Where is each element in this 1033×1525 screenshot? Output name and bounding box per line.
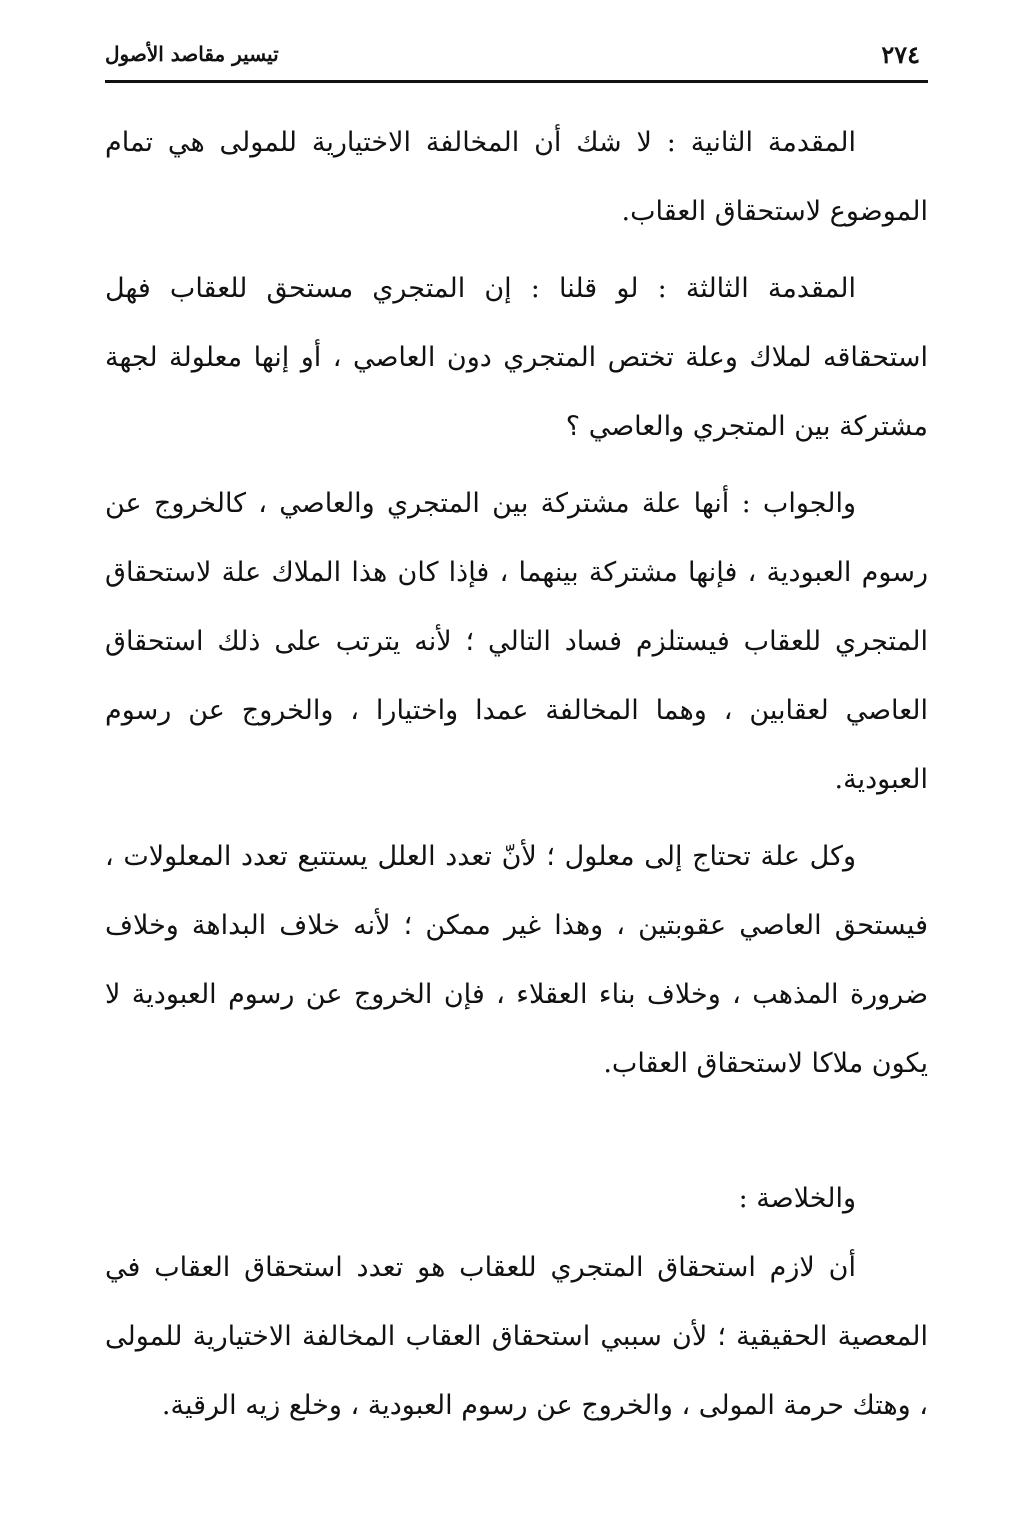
page-number: ٢٧٤ <box>881 40 920 69</box>
book-title: تيسير مقاصد الأصول <box>105 42 279 66</box>
body-text <box>105 108 928 1448</box>
paragraph-summary: أن لازم استحقاق المتجري للعقاب هو تعدد استحقاق العقاب في المعصية الحقيقية ؛ لأن سببي استحقاق العقاب المخالفة الاختيارية للمولى ، وهتك حرمة المولى ، والخروج عن رسوم العبودية ، وخلع زيه الرقية. <box>105 1252 928 1421</box>
header-divider <box>105 80 928 83</box>
paragraph-second-premise: المقدمة الثانية : لا شك أن المخالفة الاختيارية للمولى هي تمام الموضوع لاستحقاق العقاب. <box>105 127 928 227</box>
paragraph-third-premise: المقدمة الثالثة : لو قلنا : إن المتجري مستحق للعقاب فهل استحقاقه لملاك وعلة تختص المتجري دون العاصي ، أو إنها معلولة لجهة مشتركة بين المتجري والعاصي ؟ <box>105 273 928 442</box>
paragraph-causes: وكل علة تحتاج إلى معلول ؛ لأنّ تعدد العلل يستتبع تعدد المعلولات ، فيستحق العاصي عقوبتين ، وهذا غير ممكن ؛ لأنه خلاف البداهة وخلاف ضرورة المذهب ، وخلاف بناء العقلاء ، فإن الخروج عن رسوم العبودية لا يكون ملاكا لاستحقاق العقاب. <box>105 841 928 1079</box>
paragraph-answer: والجواب : أنها علة مشتركة بين المتجري والعاصي ، كالخروج عن رسوم العبودية ، فإنها مشتركة بينهما ، فإذا كان هذا الملاك علة لاستحقاق المتجري للعقاب فيستلزم فساد التالي ؛ لأنه يترتب على ذلك استحقاق العاصي لعقابين ، وهما المخالفة عمدا واختيارا ، والخروج عن رسوم العبودية. <box>105 488 928 795</box>
running-header <box>105 38 928 78</box>
summary-heading: والخلاصة : <box>738 1183 856 1214</box>
